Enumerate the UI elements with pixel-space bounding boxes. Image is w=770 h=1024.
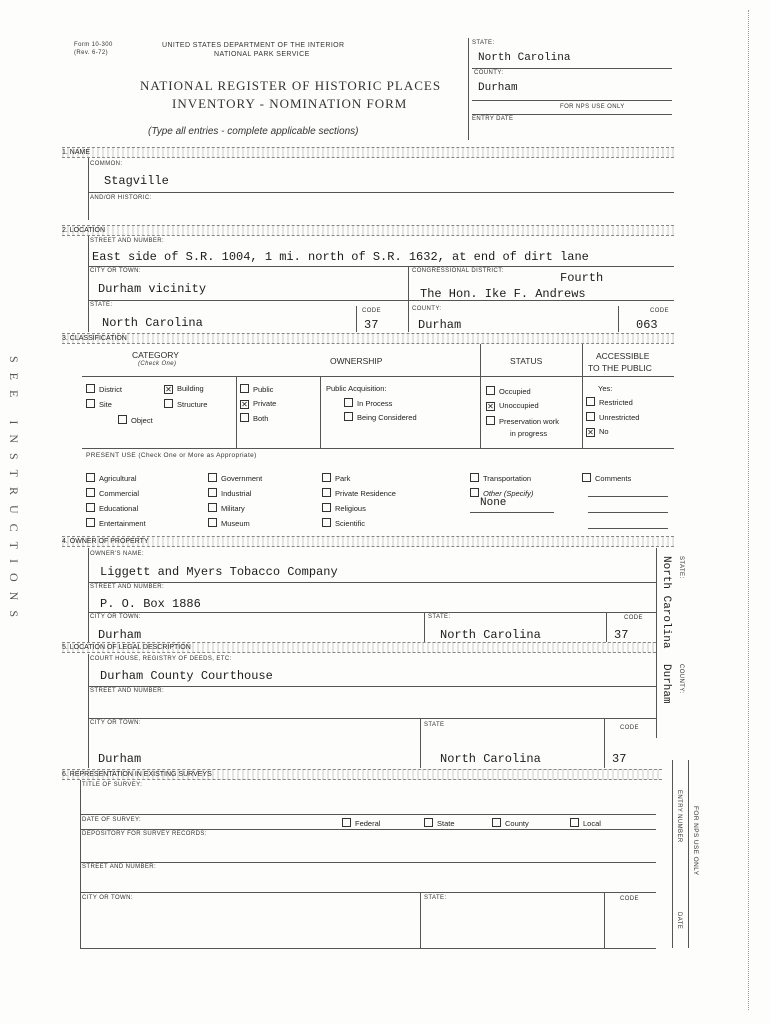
use-scientific-option[interactable] <box>322 518 365 528</box>
accessible-subheading: TO THE PUBLIC <box>588 363 652 373</box>
legal-state-label: STATE <box>424 722 445 728</box>
department-name: UNITED STATES DEPARTMENT OF THE INTERIOR <box>162 42 345 49</box>
location-section-band <box>62 225 674 236</box>
owner-code-value: 37 <box>614 628 629 642</box>
status-unoccupied-option[interactable] <box>486 401 539 411</box>
side-state-label: STATE: <box>678 556 684 579</box>
category-building-checkbox[interactable]: ✕ <box>165 385 172 394</box>
use-agricultural-option[interactable] <box>86 473 137 483</box>
use-other-label: Other (Specify) <box>483 489 534 498</box>
survey-county-option[interactable] <box>492 818 529 828</box>
legal-code-label: CODE <box>620 725 639 731</box>
status-unoccupied-label: Unoccupied <box>499 401 539 410</box>
name-section-heading: 1. NAME <box>62 149 91 156</box>
header-county-value: Durham <box>478 82 518 94</box>
legal-section-heading: 5. LOCATION OF LEGAL DESCRIPTION <box>62 644 191 651</box>
use-scientific-checkbox[interactable] <box>322 518 331 527</box>
survey-federal-label: Federal <box>355 819 381 828</box>
survey-local-label: Local <box>583 819 601 828</box>
use-educational-option[interactable] <box>86 503 138 513</box>
acquisition-considered-option[interactable] <box>344 412 417 422</box>
category-site-label: Site <box>99 400 112 409</box>
category-building-option[interactable] <box>164 384 204 394</box>
survey-state-label: State <box>437 819 455 828</box>
use-religious-option[interactable] <box>322 503 366 513</box>
use-park-checkbox[interactable] <box>322 473 331 482</box>
acquisition-in-process-label: In Process <box>357 399 393 408</box>
use-private-residence-label: Private Residence <box>335 489 396 498</box>
location-county-code: 063 <box>636 318 658 332</box>
use-other-checkbox[interactable] <box>470 488 479 497</box>
use-religious-checkbox[interactable] <box>322 503 331 512</box>
use-military-option[interactable] <box>208 503 245 513</box>
use-museum-label: Museum <box>221 519 250 528</box>
legal-state-value: North Carolina <box>440 752 541 766</box>
name-section-band <box>62 147 674 158</box>
location-section-heading: 2. LOCATION <box>62 227 106 234</box>
survey-city-label: CITY OR TOWN: <box>82 895 133 901</box>
common-name-value: Stagville <box>104 174 169 188</box>
status-preservation-label: Preservation work <box>499 417 560 426</box>
use-scientific-label: Scientific <box>335 519 366 528</box>
use-agricultural-label: Agricultural <box>99 474 137 483</box>
courthouse-label: COURT HOUSE, REGISTRY OF DEEDS, ETC: <box>90 656 232 662</box>
city-value: Durham vicinity <box>98 282 207 296</box>
owner-street-value: P. O. Box 1886 <box>100 597 201 611</box>
location-county-code-label: CODE <box>650 308 669 314</box>
legal-city-label: CITY OR TOWN: <box>90 720 141 726</box>
survey-state-option[interactable] <box>424 818 455 828</box>
access-unrestricted-checkbox[interactable] <box>586 412 595 421</box>
acquisition-considered-label: Being Considered <box>357 413 417 422</box>
ownership-private-label: Private <box>253 399 277 408</box>
congressional-representative: The Hon. Ike F. Andrews <box>420 287 586 301</box>
side-nps-label: FOR NPS USE ONLY <box>692 806 699 876</box>
classification-section-band <box>62 333 674 344</box>
use-comments-label: Comments <box>595 474 632 483</box>
owner-city-value: Durham <box>98 628 142 642</box>
owner-state-value: North Carolina <box>440 628 541 642</box>
category-site-checkbox[interactable] <box>86 399 95 408</box>
status-in-progress-label: in progress <box>510 429 548 438</box>
accessible-heading: ACCESSIBLE <box>596 351 650 361</box>
ownership-private-checkbox[interactable]: ✕ <box>241 400 248 409</box>
category-structure-option[interactable] <box>164 399 207 409</box>
use-transportation-checkbox[interactable] <box>470 473 479 482</box>
side-entry-number-label: ENTRY NUMBER <box>676 790 682 843</box>
survey-state-field-label: STATE: <box>424 895 447 901</box>
form-subtitle: INVENTORY - NOMINATION FORM <box>172 96 408 111</box>
use-government-option[interactable] <box>208 473 262 483</box>
side-state-value: North Carolina <box>660 556 672 649</box>
category-district-option[interactable] <box>86 384 122 394</box>
status-preservation-checkbox[interactable] <box>486 416 495 425</box>
use-commercial-option[interactable] <box>86 488 139 498</box>
status-occupied-option[interactable] <box>486 386 531 396</box>
use-park-label: Park <box>335 474 351 483</box>
owner-section-band <box>62 536 674 547</box>
location-state-value: North Carolina <box>102 316 203 330</box>
category-object-label: Object <box>131 416 153 425</box>
category-object-option[interactable] <box>118 415 153 425</box>
status-heading: STATUS <box>510 356 543 366</box>
category-site-option[interactable] <box>86 399 112 409</box>
use-military-label: Military <box>221 504 245 513</box>
use-museum-option[interactable] <box>208 518 250 528</box>
ownership-heading: OWNERSHIP <box>330 356 383 366</box>
acquisition-in-process-option[interactable] <box>344 398 392 408</box>
legal-street-label: STREET AND NUMBER: <box>90 688 165 694</box>
access-yes-label: Yes: <box>598 384 613 393</box>
category-structure-checkbox[interactable] <box>164 399 173 408</box>
surveys-section-heading: 6. REPRESENTATION IN EXISTING SURVEYS <box>62 771 212 778</box>
access-restricted-checkbox[interactable] <box>586 397 595 406</box>
owner-city-label: CITY OR TOWN: <box>90 614 141 620</box>
surveys-section-band <box>62 769 662 780</box>
acquisition-in-process-checkbox[interactable] <box>344 398 353 407</box>
use-private-residence-checkbox[interactable] <box>322 488 331 497</box>
access-no-label: No <box>599 427 609 436</box>
header-nps-label: FOR NPS USE ONLY <box>560 104 625 110</box>
survey-county-checkbox[interactable] <box>492 818 501 827</box>
use-educational-checkbox[interactable] <box>86 503 95 512</box>
use-entertainment-option[interactable] <box>86 518 146 528</box>
owner-name-label: OWNER'S NAME: <box>90 551 145 557</box>
survey-federal-option[interactable] <box>342 818 380 828</box>
status-preservation-option[interactable] <box>486 416 559 426</box>
legal-section-band <box>62 642 656 653</box>
access-restricted-option[interactable] <box>586 397 633 407</box>
survey-title-label: TITLE OF SURVEY: <box>82 782 143 788</box>
acquisition-considered-checkbox[interactable] <box>344 412 353 421</box>
common-name-label: COMMON: <box>90 161 123 167</box>
use-comments-checkbox[interactable] <box>582 473 591 482</box>
status-occupied-checkbox[interactable] <box>486 386 495 395</box>
category-object-checkbox[interactable] <box>118 415 127 424</box>
use-agricultural-checkbox[interactable] <box>86 473 95 482</box>
depository-label: DEPOSITORY FOR SURVEY RECORDS: <box>82 831 207 837</box>
access-restricted-label: Restricted <box>599 398 633 407</box>
use-park-option[interactable] <box>322 473 350 483</box>
use-museum-checkbox[interactable] <box>208 518 217 527</box>
legal-code-value: 37 <box>612 752 627 766</box>
category-district-checkbox[interactable] <box>86 384 95 393</box>
status-unoccupied-checkbox[interactable]: ✕ <box>487 402 494 411</box>
use-transportation-label: Transportation <box>483 474 532 483</box>
form-revision: (Rev. 6-72) <box>74 50 108 56</box>
service-name: NATIONAL PARK SERVICE <box>214 51 310 58</box>
access-no-option[interactable] <box>586 427 609 437</box>
owner-section-heading: 4. OWNER OF PROPERTY <box>62 538 149 545</box>
owner-code-label: CODE <box>624 615 643 621</box>
historic-name-label: AND/OR HISTORIC: <box>90 195 152 201</box>
use-comments-option[interactable] <box>582 473 631 483</box>
classification-section-heading: 3. CLASSIFICATION <box>62 335 127 342</box>
ownership-public-label: Public <box>253 385 274 394</box>
location-state-label: STATE: <box>90 302 113 308</box>
header-entry-date-label: ENTRY DATE <box>472 116 514 122</box>
street-label: STREET AND NUMBER: <box>90 238 165 244</box>
use-government-checkbox[interactable] <box>208 473 217 482</box>
owner-state-label: STATE: <box>428 614 451 620</box>
owner-name-value: Liggett and Myers Tobacco Company <box>100 565 338 579</box>
form-number: Form 10-300 <box>74 42 113 48</box>
use-commercial-checkbox[interactable] <box>86 488 95 497</box>
present-use-label: PRESENT USE (Check One or More as Appropriate) <box>86 452 257 459</box>
category-structure-label: Structure <box>177 400 208 409</box>
use-private-residence-option[interactable] <box>322 488 396 498</box>
survey-local-checkbox[interactable] <box>570 818 579 827</box>
use-industrial-option[interactable] <box>208 488 251 498</box>
header-state-label: STATE: <box>472 40 495 46</box>
access-unrestricted-option[interactable] <box>586 412 639 422</box>
use-entertainment-checkbox[interactable] <box>86 518 95 527</box>
access-unrestricted-label: Unrestricted <box>599 413 640 422</box>
ownership-public-option[interactable] <box>240 384 273 394</box>
use-educational-label: Educational <box>99 504 139 513</box>
use-commercial-label: Commercial <box>99 489 140 498</box>
header-county-label: COUNTY: <box>474 70 504 76</box>
access-no-checkbox[interactable]: ✕ <box>587 428 594 437</box>
survey-federal-checkbox[interactable] <box>342 818 351 827</box>
use-other-value: None <box>480 497 507 509</box>
side-county-label: COUNTY: <box>678 664 684 694</box>
legal-city-value: Durham <box>98 752 142 766</box>
street-value: East side of S.R. 1004, 1 mi. north of S.R. 1632, at end of dirt lane <box>92 250 589 264</box>
see-instructions-margin: SEE INSTRUCTIONS <box>7 356 21 628</box>
use-government-label: Government <box>221 474 263 483</box>
ownership-private-option[interactable] <box>240 399 276 409</box>
use-industrial-checkbox[interactable] <box>208 488 217 497</box>
use-industrial-label: Industrial <box>221 489 252 498</box>
side-date-label: DATE <box>676 912 682 930</box>
survey-county-label: County <box>505 819 529 828</box>
congressional-district-value: Fourth <box>560 271 604 285</box>
use-military-checkbox[interactable] <box>208 503 217 512</box>
survey-street-label: STREET AND NUMBER: <box>82 864 157 870</box>
use-transportation-option[interactable] <box>470 473 531 483</box>
ownership-public-checkbox[interactable] <box>240 384 249 393</box>
use-entertainment-label: Entertainment <box>99 519 146 528</box>
location-county-label: COUNTY: <box>412 306 442 312</box>
owner-street-label: STREET AND NUMBER: <box>90 584 165 590</box>
form-instructions: (Type all entries - complete applicable sections) <box>148 126 359 137</box>
congressional-district-label: CONGRESSIONAL DISTRICT: <box>412 268 504 274</box>
status-occupied-label: Occupied <box>499 387 531 396</box>
header-state-value: North Carolina <box>478 52 571 64</box>
survey-code-label: CODE <box>620 896 639 902</box>
location-county-value: Durham <box>418 318 462 332</box>
ownership-both-checkbox[interactable] <box>240 413 249 422</box>
ownership-both-label: Both <box>253 414 269 423</box>
survey-state-checkbox[interactable] <box>424 818 433 827</box>
location-state-code: 37 <box>364 318 379 332</box>
survey-date-label: DATE OF SURVEY: <box>82 817 142 823</box>
location-state-code-label: CODE <box>362 308 381 314</box>
courthouse-value: Durham County Courthouse <box>100 669 273 683</box>
use-religious-label: Religious <box>335 504 366 513</box>
city-label: CITY OR TOWN: <box>90 268 141 274</box>
category-subheading: (Check One) <box>138 361 177 367</box>
category-heading: CATEGORY <box>132 350 179 360</box>
survey-local-option[interactable] <box>570 818 601 828</box>
side-county-value: Durham <box>660 664 672 704</box>
public-acquisition-label: Public Acquisition: <box>326 384 387 393</box>
category-district-label: District <box>99 385 122 394</box>
form-title: NATIONAL REGISTER OF HISTORIC PLACES <box>140 78 442 93</box>
category-building-label: Building <box>177 384 204 393</box>
ownership-both-option[interactable] <box>240 413 268 423</box>
